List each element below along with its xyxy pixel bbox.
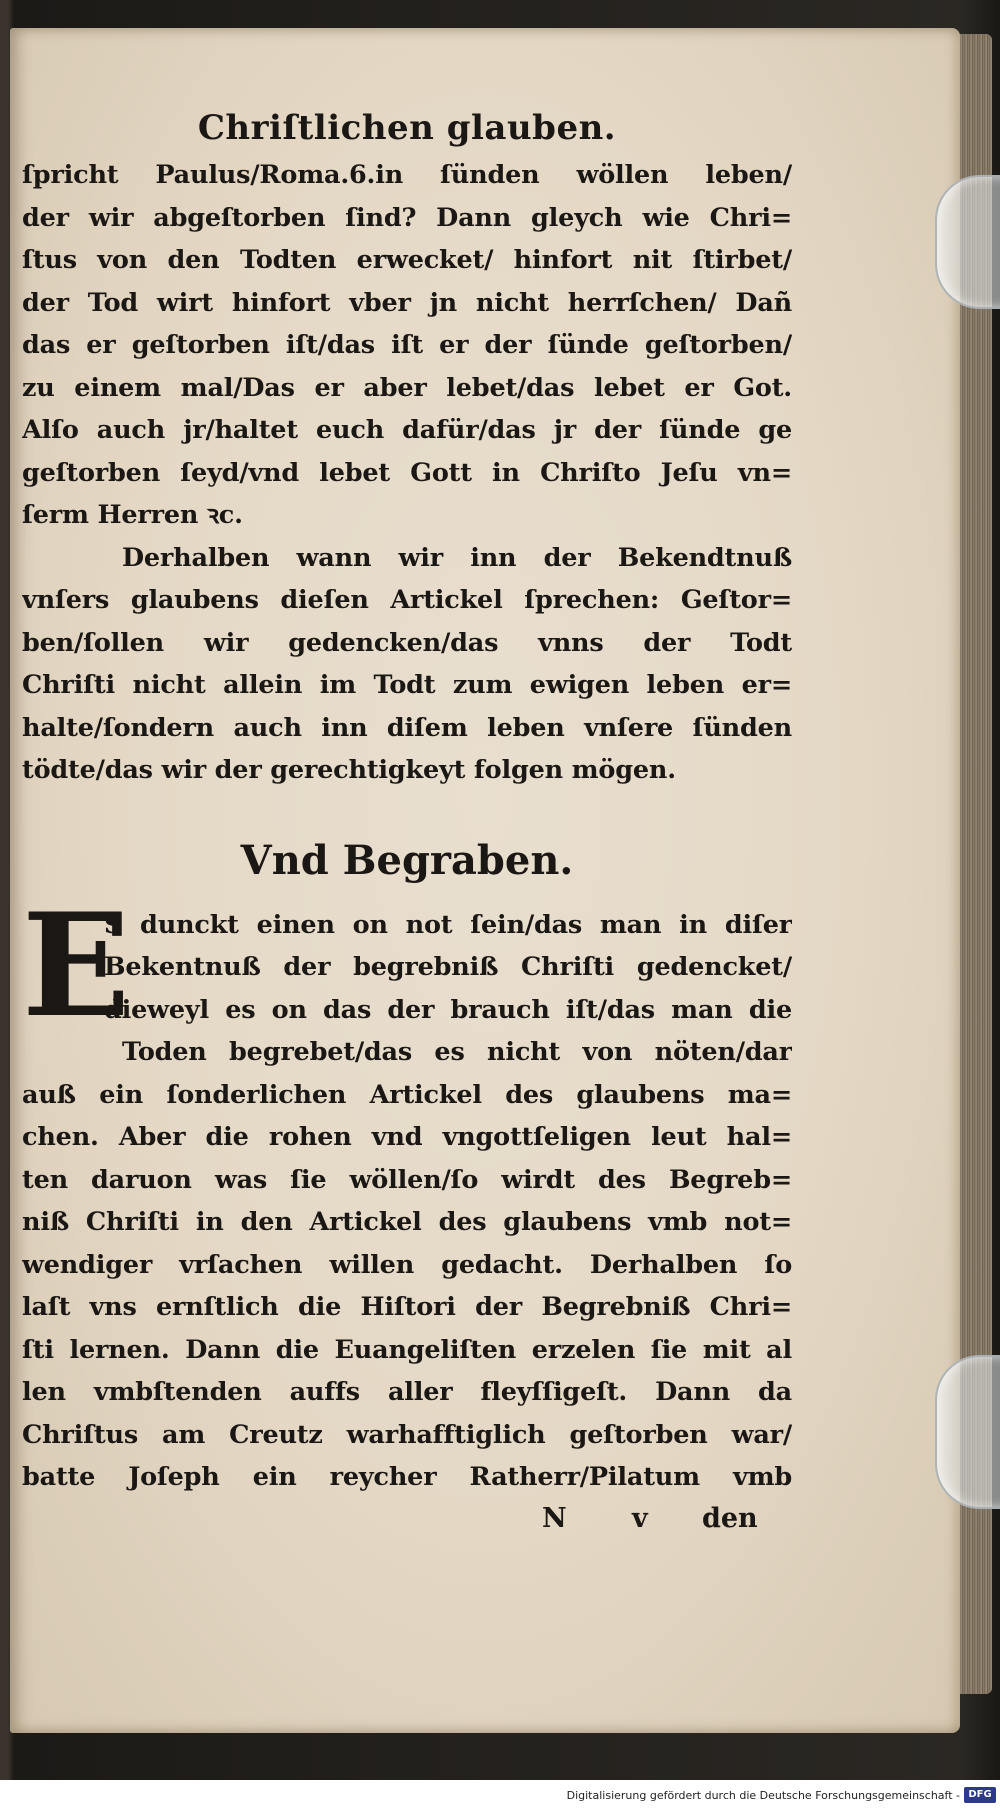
footer-bar bbox=[0, 1780, 1000, 1812]
page-clip-bottom bbox=[935, 1355, 1000, 1509]
text-line: halte/ſondern auch inn diſem leben vnſere ſünden bbox=[22, 712, 792, 743]
text-line: ben/ſollen wir gedencken/das vnns der Todt bbox=[22, 627, 792, 658]
text-line: ſti lernen. Dann die Euangeliſten erzelen ſie mit al bbox=[22, 1334, 792, 1365]
page-clip-top bbox=[935, 175, 1000, 309]
text-line: der wir abgeſtorben ſind? Dann gleych wie Chri= bbox=[22, 202, 792, 233]
paragraph-2 bbox=[22, 537, 792, 792]
text-line: laſt vns ernſtlich die Hiſtori der Begrebniß Chri= bbox=[22, 1292, 792, 1322]
text-line: chen. Aber die rohen vnd vngottſeligen leut hal= bbox=[22, 1122, 792, 1152]
dfg-logo: DFG bbox=[964, 1787, 996, 1803]
text-line: tödte/das wir der gerechtigkeyt folgen mögen. bbox=[22, 755, 676, 785]
catchword: den bbox=[702, 1502, 758, 1534]
text-line: Derhalben wann wir inn der Bekendtnuß bbox=[122, 542, 792, 573]
text-line: ten daruon was ſie wöllen/ſo wirdt des Begreb= bbox=[22, 1164, 792, 1195]
text-line: wendiger vrſachen willen gedacht. Derhalben ſo bbox=[22, 1249, 792, 1280]
paragraph-1 bbox=[22, 154, 792, 537]
text-line: dieweyl es on das der brauch iſt/das man die bbox=[104, 994, 792, 1025]
drop-capital: E bbox=[22, 882, 131, 1049]
text-line: Bekentnuß der begrebniß Chriſti gedencket/ bbox=[104, 952, 792, 982]
text-line: auß ein ſonderlichen Artickel des glaubens ma= bbox=[22, 1079, 792, 1110]
text-line: ſtus von den Todten erwecket/ hinfort nit ſtirbet/ bbox=[22, 245, 792, 275]
text-line: das er geſtorben iſt/das iſt er der ſünde geſtorben/ bbox=[22, 330, 792, 360]
digitization-credit: Digitalisierung gefördert durch die Deutsche Forschungsgemeinschaft - bbox=[566, 1789, 960, 1802]
running-head: Chriſtlichen glauben. bbox=[197, 108, 617, 148]
text-line: ſpricht Paulus/Roma.6.in ſünden wöllen leben/ bbox=[22, 160, 792, 190]
paragraph-3 bbox=[22, 882, 792, 1499]
text-line: vnſers glaubens dieſen Artickel ſprechen: Geſtor= bbox=[22, 585, 792, 615]
text-line: niß Chriſti in den Artickel des glaubens vmb not= bbox=[22, 1207, 792, 1237]
page-text bbox=[22, 108, 792, 1539]
text-line: Chriſti nicht allein im Todt zum ewigen leben er= bbox=[22, 670, 792, 700]
text-line: Alſo auch jr/haltet euch dafür/das jr der ſünde ge bbox=[22, 415, 792, 445]
text-line: ſerm Herren ꝛc. bbox=[22, 500, 243, 530]
text-line: S dunckt einen on not ſein/das man in diſer bbox=[104, 909, 792, 940]
section-title: Vnd Begraben. bbox=[240, 836, 574, 884]
text-line: batte Joſeph ein reycher Ratherr/Pilatum vmb bbox=[22, 1462, 792, 1492]
text-line: len vmbſtenden auffs aller fleyſſigeſt. Dann da bbox=[22, 1377, 792, 1407]
signature-line bbox=[22, 1499, 792, 1539]
text-line: der Tod wirt hinfort vber jn nicht herrſchen/ Dañ bbox=[22, 287, 792, 318]
text-line: Toden begrebet/das es nicht von nöten/dar bbox=[122, 1037, 792, 1067]
text-line: Chriſtus am Creutz warhafftiglich geſtorben war/ bbox=[22, 1419, 792, 1450]
text-line: zu einem mal/Das er aber lebet/das lebet er Got. bbox=[22, 372, 792, 403]
text-line: geſtorben ſeyd/vnd lebet Gott in Chriſto Jeſu vn= bbox=[22, 457, 792, 488]
signature-numeral: v bbox=[632, 1502, 648, 1534]
signature-mark: N bbox=[542, 1502, 567, 1534]
